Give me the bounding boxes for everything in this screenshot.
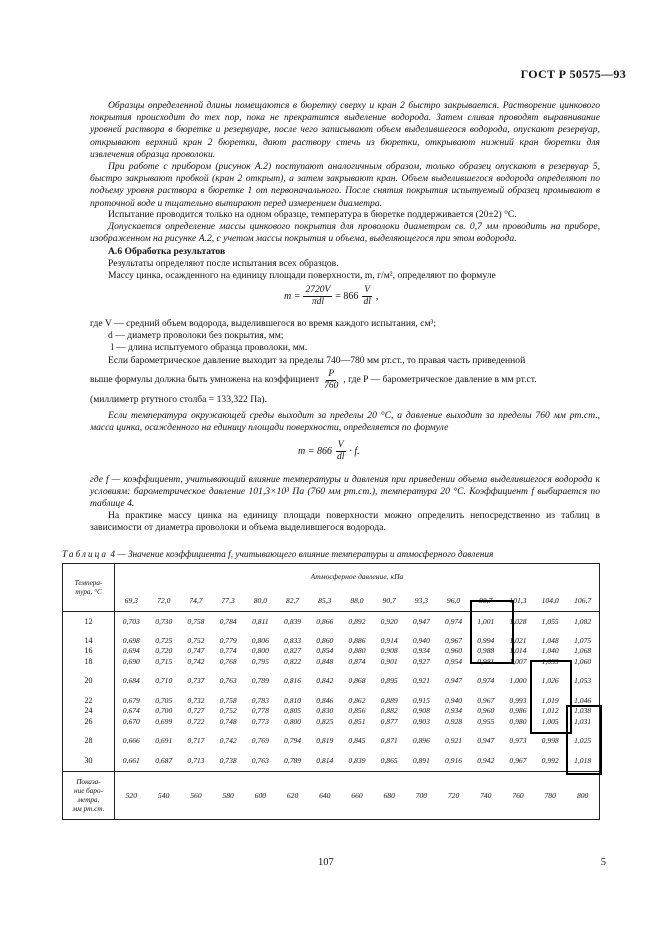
coefficient-table bbox=[62, 563, 600, 820]
coefficient-cell: 0,684 bbox=[115, 672, 148, 692]
coefficient-cell: 0,921 bbox=[412, 676, 430, 686]
coefficient-cell: 0,819 bbox=[316, 736, 334, 746]
pressure-kpa-cell: 85,3 bbox=[318, 595, 332, 605]
coefficient-cell: 0,806 0,800 0,795 bbox=[251, 636, 269, 666]
table-row bbox=[63, 692, 600, 732]
pressure-mm-cell: 780 bbox=[544, 791, 556, 800]
coefficient-cell: 1,082 bbox=[574, 616, 592, 626]
coefficient-cell: 0,691 bbox=[155, 736, 173, 746]
coefficient-cell: 0,758 0,752 0,748 bbox=[219, 696, 237, 726]
fraction-3 bbox=[335, 440, 346, 463]
coefficient-cell: 1,028 bbox=[509, 616, 527, 626]
pressure-group-header: Атмосферное давление, кПа bbox=[115, 564, 600, 590]
paragraph-5: Результаты определяют после испытания всех образцов. bbox=[108, 257, 339, 269]
pressure-mm-cell: 680 bbox=[383, 791, 395, 800]
coefficient-cell: 0,892 bbox=[348, 616, 366, 626]
coef-fraction bbox=[322, 369, 340, 392]
pressure-kpa-cell: 98,7 bbox=[479, 595, 493, 605]
def-f: где f — коэффициент, учитывающий влияние температуры и давления при приведении объема выделившегося водорода к условиям: барометрическое давление 101,3×10³ Па (760 мм рт.ст.), температура 20 °С. Коэффициент f выбирается по таблице 4. bbox=[90, 474, 600, 510]
coefficient-cell: 0,865 bbox=[380, 756, 398, 766]
paragraph-1: Образцы определенной длины помещаются в бюретку сверху и кран 2 быстро закрывается. Растворение цинкового покрытия происходит до тех пор, пока не прекратится выделение водорода. Затем сливая проводят выравнивание уровней раствора в бюретке и резервуаре, после чего записывают объем выделившегося водорода, опускают резервуар, открывают верхний кран 2 бюретки, дают раствору стечь из бюретки, открывают нижний кран бюретки для извлечения образца проволоки. bbox=[90, 100, 600, 160]
coefficient-cell: 0,698 0,694 0,690 bbox=[115, 632, 148, 672]
pressure-kpa-cell: 72,0 bbox=[157, 595, 171, 605]
coefficient-cell: 0,769 bbox=[251, 736, 269, 746]
fraction-2-numerator: V bbox=[364, 285, 371, 295]
coefficient-cell: 0,868 bbox=[348, 676, 366, 686]
coefficient-cell: 1,000 bbox=[509, 676, 527, 686]
coefficient-cell: 0,710 bbox=[155, 676, 173, 686]
coefficient-cell: 0,845 bbox=[348, 736, 366, 746]
pressure-mm-cell: 560 bbox=[190, 791, 202, 800]
paragraph-7b-line bbox=[90, 369, 600, 392]
paragraph-7b: выше формулы должна быть умножена на коэффициент bbox=[90, 374, 320, 386]
temperature-cell: 14 16 18 bbox=[84, 636, 93, 666]
pressure-kpa-cell: 74,7 bbox=[189, 595, 203, 605]
pressure-mm-cell: 720 bbox=[447, 791, 460, 800]
coefficient-cell: 0,703 bbox=[115, 612, 148, 632]
coefficient-cell: 0,789 bbox=[251, 676, 269, 686]
pressure-mm-cell: 800 bbox=[576, 791, 589, 800]
coefficient-cell: 0,713 bbox=[187, 756, 205, 766]
paragraph-7a: Если барометрическое давление выходит за пределы 740—780 мм рт.ст., то правая часть приведенной bbox=[108, 354, 526, 366]
coefficient-cell: 0,730 bbox=[155, 616, 173, 626]
pressure-mm-cell: 640 bbox=[319, 791, 331, 800]
coef-numerator: P bbox=[328, 368, 335, 379]
temperature-cell: 22 24 26 bbox=[84, 696, 93, 726]
table-row bbox=[63, 752, 600, 772]
formula2-lhs: m = 866 bbox=[298, 446, 332, 457]
pressure-kpa-cell: 82,7 bbox=[285, 595, 300, 605]
barometer-label: Показа- ние баро- метра, мм рт.ст. bbox=[72, 777, 105, 813]
coefficient-cell: 1,046 1,038 1,031 bbox=[574, 696, 592, 726]
coefficient-cell: 0,833 0,827 0,822 bbox=[284, 636, 302, 666]
pressure-kpa-cell: 80,0 bbox=[253, 595, 267, 605]
coefficient-cell: 0,794 bbox=[284, 736, 302, 746]
coefficient-cell: 0,886 0,880 0,874 bbox=[348, 636, 366, 666]
coefficient-cell: 0,915 0,908 0,903 bbox=[412, 696, 430, 726]
formula-mass bbox=[284, 285, 378, 308]
formula-mass-f bbox=[298, 440, 360, 463]
coefficient-cell: 1,075 1,068 1,060 bbox=[574, 636, 592, 666]
coefficient-cell: 0,947 bbox=[445, 676, 463, 686]
coefficient-cell: 0,814 bbox=[316, 756, 334, 766]
coefficient-cell: 0,921 bbox=[445, 736, 463, 746]
coefficient-cell: 1,053 bbox=[574, 676, 592, 686]
table-row bbox=[63, 732, 600, 752]
coefficient-cell: 0,866 bbox=[316, 616, 334, 626]
coefficient-cell: 0,942 bbox=[477, 756, 495, 766]
coefficient-cell: 0,914 0,908 0,901 bbox=[380, 636, 398, 666]
coefficient-cell: 1,048 1,040 1,033 bbox=[541, 636, 559, 666]
coefficient-cell: 0,993 0,986 0,980 bbox=[509, 696, 527, 726]
coefficient-cell: 0,717 bbox=[187, 736, 205, 746]
coefficient-cell: 1,021 1,014 1,007 bbox=[509, 636, 527, 666]
coefficient-cell: 0,992 bbox=[541, 756, 559, 766]
paragraph-9: На практике массу цинка на единицу площади поверхности можно определить непосредственно из таблиц в зависимости от диаметра проволоки и объема выделившегося водорода. bbox=[90, 510, 600, 534]
pressure-kpa-cell: 93,3 bbox=[414, 595, 429, 605]
table-title-label: Таблица bbox=[62, 550, 109, 560]
fraction-1-numerator: 2720V bbox=[305, 285, 331, 295]
pressure-kpa-cell: 106,7 bbox=[574, 595, 592, 605]
paragraph-3: Испытание проводится только на одном образце, температура в бюретке поддерживается (20±2) °С. bbox=[108, 209, 517, 220]
paragraph-2: При работе с прибором (рисунок А.2) поступают аналогичным образом, только образец опускают в резервуар 5, быстро закрывают пробкой (кран 2 открыт), а затем закрывают кран. Объем выделившегося водорода определяют по подъему уровня раствора в бюретке 1 от первоначального. После снятия покрытия испытуемый образец промывают в проточной воде и тщательно вытирают перед измерением диаметра. bbox=[90, 161, 600, 209]
fraction-3-numerator: V bbox=[337, 440, 344, 450]
pressure-kpa-cell: 104,0 bbox=[541, 595, 559, 605]
coefficient-cell: 0,967 bbox=[509, 756, 527, 766]
pressure-kpa-row bbox=[63, 590, 600, 612]
temperature-header: Темпера- тура, °С bbox=[63, 564, 115, 612]
pressure-mm-cell: 660 bbox=[351, 791, 363, 800]
paragraph-8: Если температура окружающей среды выходит за пределы 20 °С, а давление выходит за пределы 760 мм рт.ст., масса цинка, осажденного на единицу площади поверхности, определяется по формуле bbox=[90, 410, 600, 434]
paragraph-6: Массу цинка, осажденного на единицу площади поверхности, m, г/м², определяют по формуле bbox=[108, 270, 496, 282]
temperature-cell: 12 bbox=[84, 616, 93, 626]
coefficient-cell: 0,889 0,882 0,877 bbox=[380, 696, 398, 726]
coefficient-cell: 0,974 bbox=[477, 676, 495, 686]
coefficient-cell: 0,994 0,988 0,981 bbox=[477, 636, 495, 666]
coefficient-cell: 0,839 bbox=[284, 616, 302, 626]
coefficient-cell: 0,705 0,700 0,699 bbox=[155, 696, 173, 726]
coefficient-cell: 0,947 bbox=[412, 616, 430, 626]
temperature-cell: 28 bbox=[84, 736, 93, 746]
table-title-text: 4 — Значение коэффициента f, учитывающего влияние температуры и атмосферного давления bbox=[110, 550, 494, 560]
pressure-kpa-cell: 77,3 bbox=[221, 595, 235, 605]
pressure-kpa-cell: 90,7 bbox=[382, 595, 396, 605]
pressure-kpa-cell: 88,0 bbox=[350, 595, 364, 605]
definition-f bbox=[90, 474, 600, 511]
pressure-mm-cell: 600 bbox=[254, 791, 267, 800]
coefficient-cell: 0,860 0,854 0,848 bbox=[316, 636, 334, 666]
coefficient-cell: 1,026 bbox=[541, 676, 559, 686]
coefficient-cell: 0,862 0,856 0,851 bbox=[348, 696, 366, 726]
coefficient-cell: 0,810 0,805 0,800 bbox=[284, 696, 302, 726]
coef-denominator: 760 bbox=[324, 380, 339, 391]
pressure-kpa-cell: 101,3 bbox=[509, 595, 527, 605]
coefficient-cell: 0,842 bbox=[316, 676, 334, 686]
coefficient-cell: 0,896 bbox=[412, 736, 430, 746]
fraction-1 bbox=[303, 285, 332, 308]
table-row bbox=[63, 672, 600, 692]
coefficient-cell: 0,752 0,747 0,742 bbox=[187, 636, 205, 666]
coefficient-cell: 1,018 bbox=[574, 756, 592, 766]
pressure-mm-cell: 740 bbox=[480, 791, 492, 800]
table-body bbox=[63, 612, 600, 772]
pressure-mm-cell: 700 bbox=[415, 791, 428, 800]
fraction-2 bbox=[361, 285, 372, 308]
coefficient-cell: 0,732 0,727 0,722 bbox=[187, 696, 205, 726]
coefficient-cell: 0,967 0,960 0,954 bbox=[445, 636, 463, 666]
coefficient-cell: 0,738 bbox=[219, 756, 237, 766]
coefficient-cell: 0,895 bbox=[380, 676, 398, 686]
pressure-kpa-cell: 96,0 bbox=[446, 595, 461, 605]
def-l: l — длина испытуемого образца проволоки, мм. bbox=[111, 342, 308, 354]
coefficient-cell: 0,916 bbox=[445, 756, 463, 766]
coefficient-cell: 0,967 0,960 0,955 bbox=[477, 696, 495, 726]
coefficient-cell: 0,940 0,934 0,927 bbox=[412, 636, 430, 666]
coefficient-cell: 0,811 bbox=[252, 616, 269, 626]
coefficient-cell: 1,025 bbox=[574, 736, 592, 746]
formula-lhs: m = bbox=[284, 291, 301, 302]
coefficient-cell: 1,001 bbox=[477, 616, 495, 626]
coefficient-cell: 0,940 0,934 0,928 bbox=[445, 696, 463, 726]
coefficient-cell: 0,871 bbox=[380, 736, 398, 746]
coefficient-cell: 1,055 bbox=[541, 616, 559, 626]
coefficient-cell: 0,920 bbox=[380, 616, 398, 626]
coefficient-cell: 0,666 bbox=[115, 732, 148, 752]
coefficient-cell: 0,846 0,830 0,825 bbox=[316, 696, 334, 726]
page-number: 107 bbox=[318, 857, 334, 868]
fraction-3-denominator: dl bbox=[336, 452, 345, 462]
coefficient-cell: 0,737 bbox=[187, 676, 205, 686]
coefficient-cell: 0,891 bbox=[412, 756, 430, 766]
paragraph-4: Допускается определение массы цинкового покрытия для проволоки диаметром св. 0,7 мм проводить на приборе, изображенном на рисунке А.2, с учетом массы покрытия и объема, выделяющегося при этом водорода. bbox=[90, 221, 600, 245]
section-heading: А.6 Обработка результатов bbox=[108, 245, 226, 257]
temperature-cell: 30 bbox=[84, 756, 93, 766]
pressure-mm-cell: 540 bbox=[158, 791, 170, 800]
coefficient-cell: 1,019 1,012 1,005 bbox=[541, 696, 559, 726]
coefficient-cell: 0,679 0,674 0,670 bbox=[115, 692, 148, 732]
coefficient-cell: 0,725 0,720 0,715 bbox=[155, 636, 173, 666]
table-title bbox=[62, 550, 493, 560]
paragraph-block-2 bbox=[90, 209, 600, 282]
pressure-kpa-cell: 69,3 bbox=[115, 590, 148, 612]
coefficient-cell: 0,947 bbox=[477, 736, 495, 746]
pressure-mm-row bbox=[63, 772, 600, 820]
definitions-1 bbox=[90, 318, 600, 434]
coefficient-cell: 0,758 bbox=[187, 616, 205, 626]
coefficient-cell: 0,974 bbox=[445, 616, 463, 626]
coefficient-cell: 0,742 bbox=[219, 736, 237, 746]
coefficient-cell: 0,763 bbox=[251, 756, 269, 766]
coefficient-cell: 0,779 0,774 0,768 bbox=[219, 636, 237, 666]
coefficient-cell: 0,816 bbox=[284, 676, 302, 686]
paragraph-7c: , где P — барометрическое давление в мм рт.ст. bbox=[343, 374, 537, 386]
coefficient-cell: 0,783 0,778 0,773 bbox=[251, 696, 269, 726]
table-row bbox=[63, 612, 600, 632]
coefficient-cell: 0,763 bbox=[219, 676, 237, 686]
coefficient-cell: 0,839 bbox=[348, 756, 366, 766]
fraction-2-denominator: dl bbox=[363, 297, 371, 307]
pressure-mm-cell: 580 bbox=[222, 791, 234, 800]
def-v: где V — средний объем водорода, выделившегося во время каждого испытания, см³; bbox=[90, 318, 437, 329]
formula2-end: · f. bbox=[349, 446, 360, 457]
coefficient-cell: 0,661 bbox=[115, 752, 148, 772]
table-row bbox=[63, 632, 600, 672]
standard-code: ГОСТ Р 50575—93 bbox=[520, 67, 626, 81]
formula-end: , bbox=[375, 291, 379, 302]
coefficient-cell: 0,784 bbox=[219, 616, 237, 626]
paragraph-7d: (миллиметр ртутного столба = 133,322 Па). bbox=[90, 393, 267, 405]
pressure-mm-cell: 520 bbox=[115, 772, 148, 820]
fraction-1-denominator: πdl bbox=[311, 297, 324, 307]
formula-mid: = 866 bbox=[335, 291, 359, 302]
coefficient-cell: 0,687 bbox=[155, 756, 173, 766]
coefficient-cell: 0,973 bbox=[509, 736, 527, 746]
coefficient-cell: 0,789 bbox=[284, 756, 302, 766]
pressure-mm-cell: 620 bbox=[286, 791, 299, 800]
temperature-cell: 20 bbox=[84, 676, 93, 686]
sheet-number: 5 bbox=[600, 857, 606, 868]
def-d: d — диаметр проволоки без покрытия, мм; bbox=[108, 330, 284, 342]
paragraph-procedure bbox=[90, 100, 600, 210]
pressure-mm-cell: 760 bbox=[512, 791, 524, 800]
coefficient-cell: 0,998 bbox=[541, 736, 559, 746]
